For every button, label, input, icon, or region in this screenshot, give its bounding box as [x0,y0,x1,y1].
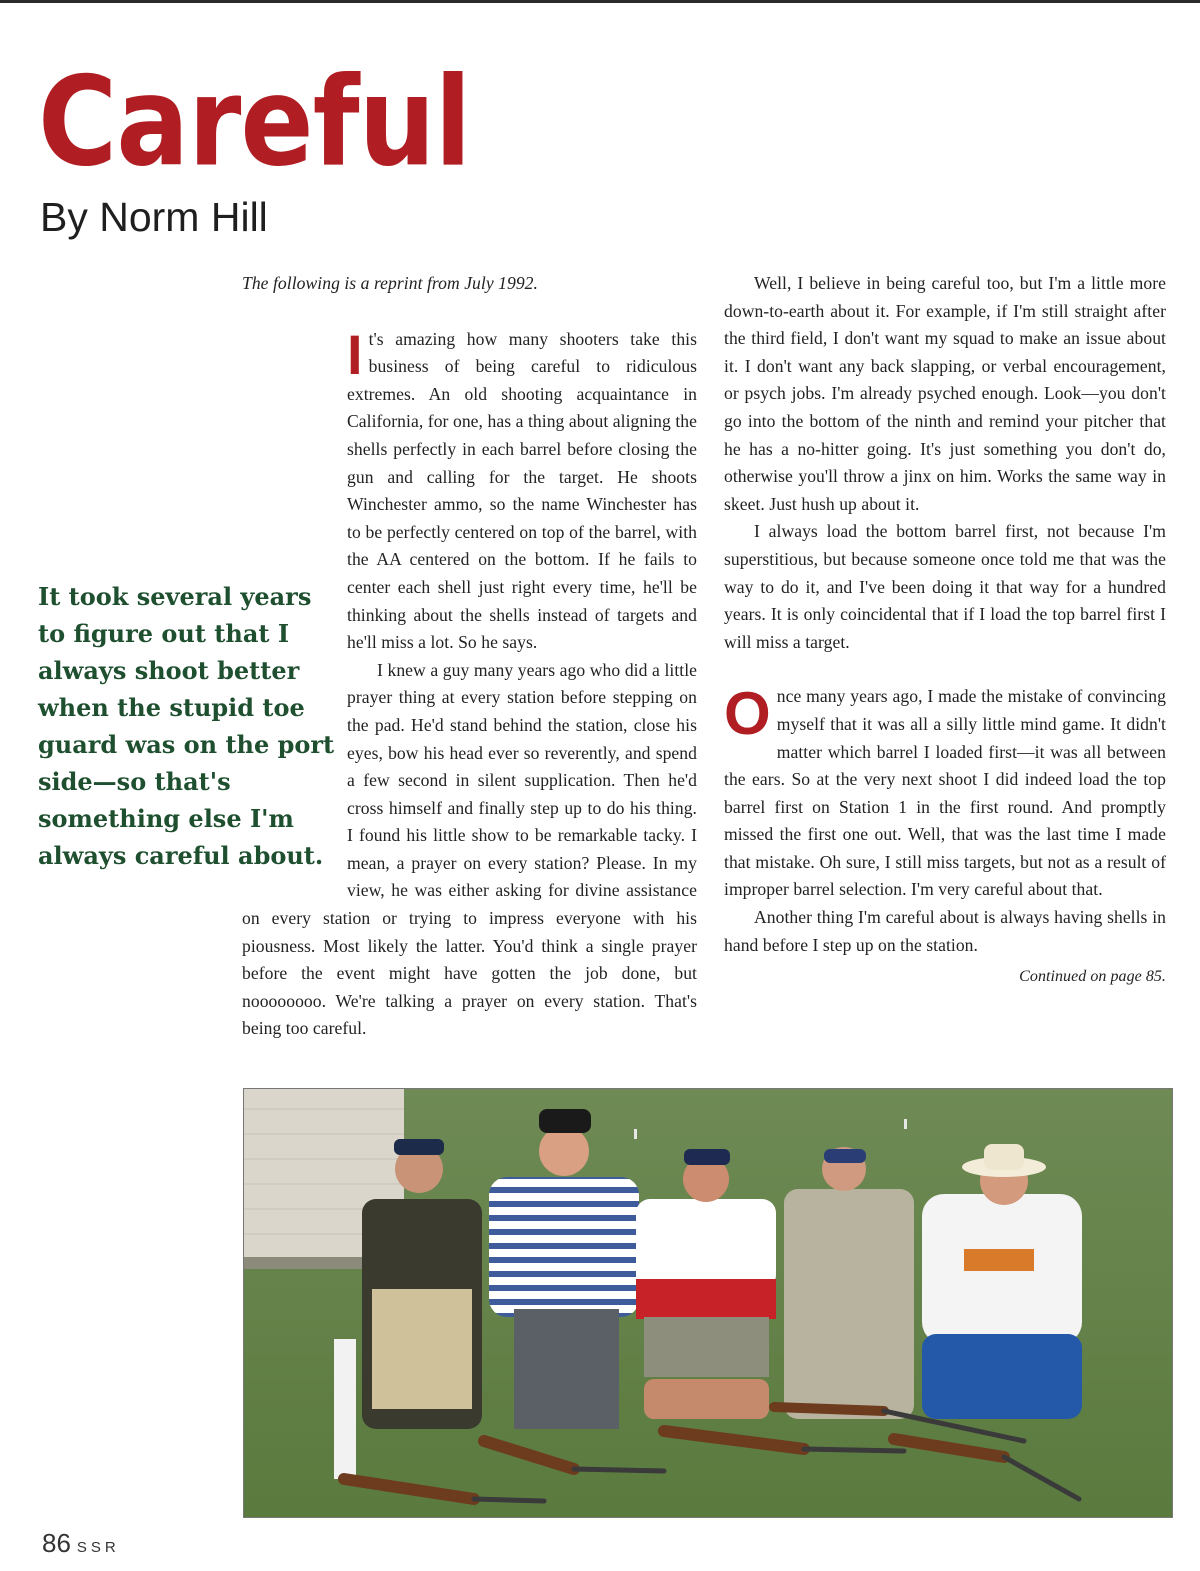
publication-name: SSR [76,1539,120,1556]
paragraph-6: Another thing I'm careful about is always having shells in hand before I step up on the station. [724,907,1166,955]
top-rule [0,0,1200,3]
paragraph-1: It's amazing how many shooters take this business of being careful to ridiculous extremes. An old shooting acquaintance in California, for one, has a thing about aligning the shells perfectly in each barrel before closing the gun and calling for the target. He shoots Winchester ammo, so the name Winchester has to be perfectly centered on top of the barrel, with the AA centered on the bottom. If he fails to center each shell just right every time, he'll be thinking about the shells instead of targets and he'll miss a lot. So he says. [347,322,697,653]
continued-note: Continued on page 85. [1019,968,1166,986]
paragraph-4: I always load the bottom barrel first, not because I'm superstitious, but because someone once told me that was the way to do it, and I've been doing it that way for a hundred years. It is only coincidental that if I load the top barrel first I will miss a target. [724,521,1166,652]
drop-cap-o: O [724,680,771,748]
pull-quote: It took several years to figure out that I always shoot better when the stupid toe guard was on the port side—so that's something else I'm always careful about. [38,582,335,870]
paragraph-2: I knew a guy many years ago who did a little prayer thing at every station before stepping on the pad. He'd stand behind the station, close his eyes, bow his head ever so reverently, and spend a few second in silent supplication. Then he'd cross himself and finally step up to do his thing. I found his little show to be remarkable tacky. I mean, a prayer on every station? Please. In my view, he was either asking for divine assistance on every station or trying to impress everyone with his piousness. Most likely the latter. You'd think a single prayer before the event might have gotten the job done, but noooooooo. We're talking a prayer on every station. That's being too careful. [242,659,697,1039]
photo-shooters-praying [244,1089,1172,1517]
column-right [724,270,1166,991]
paragraph-3: Well, I believe in being careful too, but I'm a little more down-to-earth about it. For example, if I'm still straight after the third field, I don't want my squad to make an issue about it. I don't want any back slapping, or verbal encouragement, or psych jobs. I'm already psyched enough. Look—you don't go into the bottom of the ninth and remind your pitcher that he has a no-hitter going. It's just something you don't do, otherwise you'll throw a jinx on him. Works the same way in skeet. Just hush up about it. [724,273,1166,514]
intro-note: The following is a reprint from July 1992. [242,273,538,293]
article-title: Careful [38,51,471,195]
page-footer [42,1528,120,1559]
byline: By Norm Hill [40,194,268,240]
page-number: 86 [42,1528,71,1558]
pullquote-space [241,546,347,904]
drop-cap-i: I [347,322,363,386]
article-photo [243,1088,1173,1518]
paragraph-5: Once many years ago, I made the mistake of convincing myself that it was all a silly little mind game. It didn't matter which barrel I loaded first—it was all between the ears. So at the very next shoot I did indeed load the top barrel first on Station 1 in the first round. And promptly missed the first one out. Well, that was the last time I made that mistake. Oh sure, I still miss targets, but not as a result of improper barrel selection. I'm very careful about that. [724,680,1166,900]
column-middle [242,270,697,1043]
